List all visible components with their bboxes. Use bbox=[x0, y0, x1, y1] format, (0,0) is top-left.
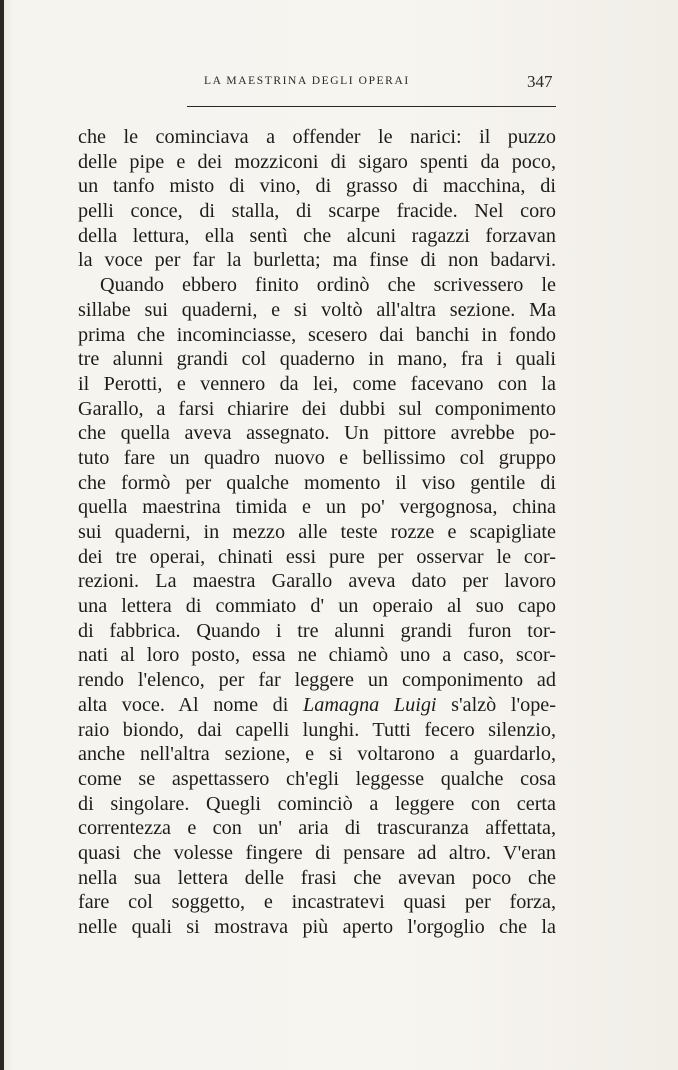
text-line: come se aspettassero ch'egli leggesse qualche cosa bbox=[78, 767, 556, 790]
text-line: pelli conce, di stalla, di scarpe fracide. Nel coro bbox=[78, 200, 556, 223]
text-segment: s'alzò l'ope- bbox=[436, 693, 556, 716]
text-line: tuto fare un quadro nuovo e bellissimo col gruppo bbox=[78, 446, 556, 469]
text-line: sui quaderni, in mezzo alle teste rozze e scapigliate bbox=[78, 521, 556, 543]
text-line: Quando ebbero finito ordinò che scrivessero le bbox=[100, 274, 556, 297]
text-line: il Perotti, e vennero da lei, come facevano con la bbox=[78, 372, 556, 395]
binding-edge bbox=[0, 0, 4, 1070]
text-line-mixed bbox=[78, 693, 556, 718]
text-line: che formò per qualche momento il viso gentile di bbox=[78, 471, 556, 494]
body-text bbox=[78, 125, 556, 940]
text-line: nella sua lettera delle frasi che avevan poco che bbox=[78, 866, 556, 889]
text-line: fare col soggetto, e incastratevi quasi per forza, bbox=[78, 891, 556, 914]
text-line: tre alunni grandi col quaderno in mano, fra i quali bbox=[78, 348, 556, 371]
text-line: Garallo, a farsi chiarire dei dubbi sul componimento bbox=[78, 397, 556, 420]
text-line: sillabe sui quaderni, e si voltò all'altra sezione. Ma bbox=[78, 298, 556, 321]
text-line: quella maestrina timida e un po' vergognosa, china bbox=[78, 496, 556, 519]
text-line: la voce per far la burletta; ma finse di non badarvi. bbox=[78, 249, 556, 272]
text-line: correntezza e con un' aria di trascuranza affettata, bbox=[78, 817, 556, 840]
text-line: una lettera di commiato d' un operaio al suo capo bbox=[78, 595, 556, 618]
text-line: anche nell'altra sezione, e si voltarono a guardarlo, bbox=[78, 743, 556, 766]
text-line: nelle quali si mostrava più aperto l'orgoglio che la bbox=[78, 916, 556, 938]
text-line: prima che incominciasse, scesero dai banchi in fondo bbox=[78, 323, 556, 346]
text-line: dei tre operai, chinati essi pure per osservar le cor- bbox=[78, 545, 556, 568]
text-segment: alta voce. Al nome di bbox=[78, 693, 303, 716]
running-title: LA MAESTRINA DEGLI OPERAI bbox=[204, 75, 410, 87]
text-line: raio biondo, dai capelli lunghi. Tutti fecero silenzio, bbox=[78, 718, 556, 741]
text-line: rezioni. La maestra Garallo aveva dato per lavoro bbox=[78, 570, 556, 593]
text-line: nati al loro posto, essa ne chiamò uno a caso, scor- bbox=[78, 644, 556, 667]
text-line: delle pipe e dei mozziconi di sigaro spenti da poco, bbox=[78, 150, 556, 173]
page-number: 347 bbox=[527, 72, 553, 91]
text-line: quasi che volesse fingere di pensare ad altro. V'eran bbox=[78, 841, 556, 864]
text-line: un tanfo misto di vino, di grasso di macchina, di bbox=[78, 175, 556, 198]
running-head bbox=[0, 72, 678, 97]
italic-name: Lamagna Luigi bbox=[303, 693, 437, 716]
text-line: di fabbrica. Quando i tre alunni grandi furon tor- bbox=[78, 619, 556, 642]
header-rule bbox=[187, 106, 556, 107]
text-line: che le cominciava a offender le narici: il puzzo bbox=[78, 126, 556, 148]
text-line: che quella aveva assegnato. Un pittore avrebbe po- bbox=[78, 422, 556, 445]
text-line: rendo l'elenco, per far leggere un componimento ad bbox=[78, 669, 556, 692]
text-line: della lettura, ella sentì che alcuni ragazzi forzavan bbox=[78, 224, 556, 247]
text-line: di singolare. Quegli cominciò a leggere con certa bbox=[78, 792, 556, 815]
